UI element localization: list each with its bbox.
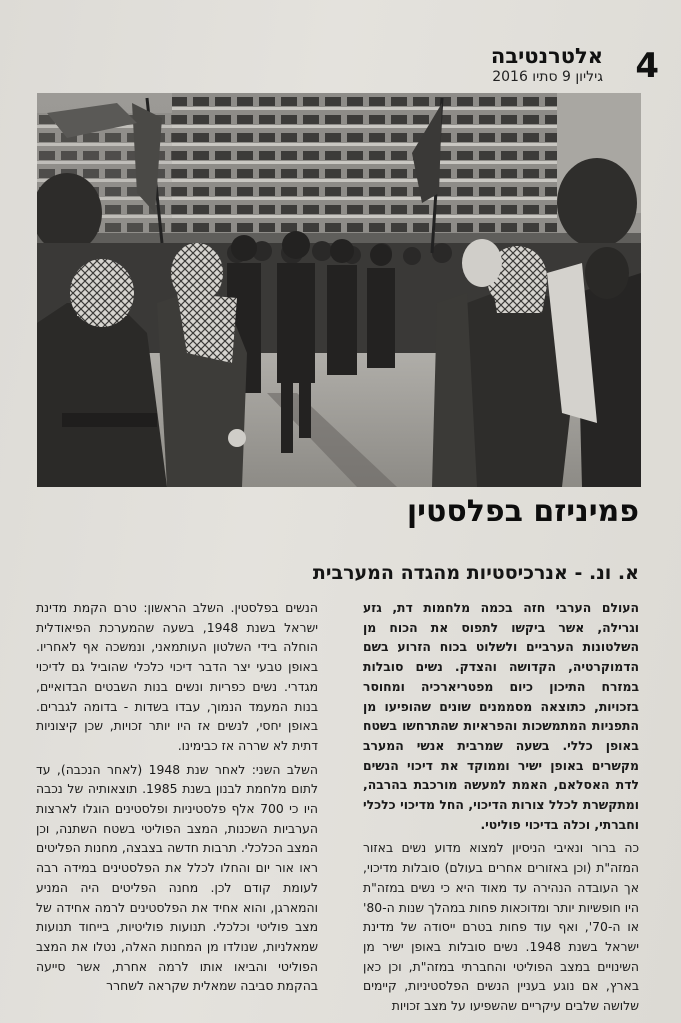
- paragraph: השלב השני: לאחר שנת 1948 (לאחר הנכבה), עד לתום מלחמת לבנון בשנת 1985. תוצאותיה של נכבה היו כי 700 אלף פלסטיניות ופלסטינים הוגלו לארצות הערביות השכנות, המצב הפוליטי בשטח השתנה, וכן המצב הכלכלי. תרבות חדשה בצבצה, מחנות הפליטים ראו אור יום והחלו לכלל את הפלסטינים במידה רבה לעומת קודם לכן. מחנה הפליטים היה המניע והמארגן, והוא אחיד את הפלסטינים לרמה אחידה של מצב פוליטי וכלכלי. תנועות פוליטיות, בייחוד תנועות שמאלניות, שנולדו מן המחנות האלה, נטלו את המצב הפוליטי והביאו אותו לרמה אחרת, אשר סייעה בהקמת סביבה שמאלית שקראה לשחרר: [36, 761, 318, 994]
- text-column-right: [363, 598, 639, 1018]
- article-photo: [37, 93, 641, 487]
- paragraph: הנשים בפלסטין. השלב הראשון: טרם הקמת מדינת ישראל בשנת 1948, בשעה שהמערכת הפיאודלית הוחלה בידי השלטון העותמאני, ונמשכה אף לאחריו. באופן טבעי יצר הדבר דיכוי כלכלי שהוביל גם לדיכוי מגדרי. נשים כפריות ונשים בנות השבטים הבדואיים, בנות המעמד הנמוך, עבדו בשדות - בדומה לגברים. באופן יחסי, לנשים אז היו יותר זכויות, שכן קיצוניות דתית לא שררה אז כבימינו.: [36, 600, 318, 753]
- magazine-title: אלטרנטיבה: [490, 44, 603, 68]
- masthead: [373, 44, 603, 86]
- article-byline: א. ונ. - אנרכיסטיות מהגדה המערבית: [312, 562, 639, 584]
- issue-label: גיליון 9 סתיו 2016: [492, 69, 603, 85]
- photo-march-icon: [37, 93, 641, 487]
- page-number: 4: [635, 46, 659, 86]
- paragraph: כה ברור ונאיבי הניסיון למצוא מדוע נשים באזור המזה"ת (וכן באזורים אחרים בעולם) סובלות מדיכוי, אך העובדה הנהירה עד מאוד היא כי נשים במזה"ת היו חופשיות יותר ומדוכאות פחות במהלך שנות ה-80' או ה-70', ואף עוד פחות בטרם ייסודה של מדינת ישראל בשנת 1948. נשים סובלות באופן ישיר מן השינויים במצב הפוליטי והחברתי במזה"ת, וכן כאן בארץ, אם נוגע בעניין הנשים הפלסטיניות, קיימים שלושה שלבים עיקריים שהשפיעו על מצב זכויות: [363, 840, 639, 1014]
- text-column-left: [36, 598, 318, 1018]
- paragraph: העולם הערבי חזה בכמה מלחמות דת, גזע וגרילה, אשר ביקשו לתפוס את הכוח מן השלטונות הערביים ולשלוט בכוח הזרוע בשם הדמוקרטיה, הקדושה והצדק. נשים סובלות במזרח התיכון כיום מפטריארכיה ומחוסר בזכויות, כתוצאה מסממנים שונים שהופיעו מן התפניות המתמשכות והפראיות שהתרחשו בשטח באופן כללי. בשעה שמרבית אנשי המערב מקשרים באופן ישיר וממוקד את דיכוי הנשים לדת האסלאם, האמת למעשה מורכבת בהרבה, ומתקשרת לכלל צורות הדיכוי, החל מדיכוי כלכלי וחברתי, וכלה בדיכוי פוליטי.: [363, 600, 639, 832]
- article-headline: פמיניזם בפלסטין: [406, 494, 639, 529]
